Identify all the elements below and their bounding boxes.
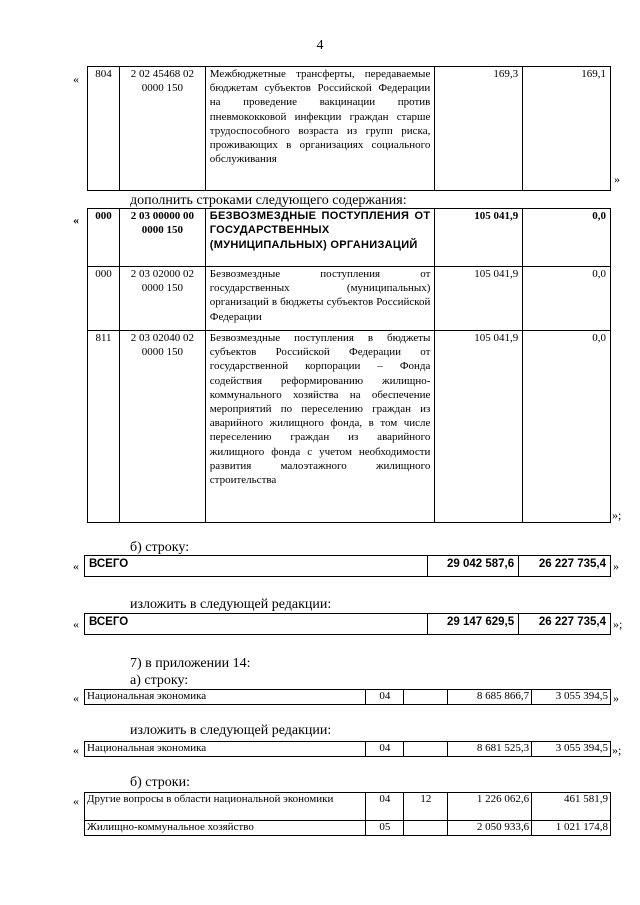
total-label: ВСЕГО: [85, 614, 428, 635]
value-1-cell: 169,3: [435, 67, 523, 191]
instruction-b-row: б) строку:: [130, 540, 190, 555]
close-quote: »;: [613, 617, 623, 631]
open-quote: «: [73, 213, 79, 227]
table-row: [85, 821, 611, 836]
admin-code-cell: 804: [88, 67, 120, 191]
row-label: Национальная экономика: [85, 690, 366, 705]
value-1-cell: 1 226 062,6: [448, 793, 532, 821]
page-number: 4: [316, 38, 324, 53]
other-rows-table: [84, 792, 611, 836]
econ-table-old: [84, 689, 611, 705]
budget-code-cell: 2 02 45468 02 0000 150: [119, 67, 205, 191]
value-2-cell: 3 055 394,5: [532, 742, 611, 757]
value-1-cell: 105 041,9: [435, 209, 523, 267]
total-value-2: 26 227 735,4: [519, 556, 611, 577]
instruction-restate-2: изложить в следующей редакции:: [130, 723, 332, 738]
subsection-code: [404, 690, 448, 705]
table-row: [88, 267, 611, 331]
value-2-cell: 461 581,9: [532, 793, 611, 821]
total-table-old: [84, 555, 611, 577]
admin-code-cell: 000: [88, 209, 120, 267]
value-2-cell: 1 021 174,8: [532, 821, 611, 836]
row-label: Другие вопросы в области национальной экономики: [85, 793, 366, 821]
budget-code-cell: 2 03 00000 00 0000 150: [119, 209, 205, 267]
total-value-2: 26 227 735,4: [519, 614, 611, 635]
open-quote: «: [73, 559, 79, 573]
open-quote: «: [73, 617, 79, 631]
item-name-cell: Межбюджетные трансферты, передаваемые бюджетам субъектов Российской Федерации на проведение вакцинации против пневмококковой инфекции граждан старше трудоспособного возраста из групп риска, проживающих в организациях социального обслуживания: [205, 67, 435, 191]
close-quote: »;: [612, 743, 622, 757]
open-quote: «: [73, 691, 79, 705]
table-row: [85, 614, 611, 635]
value-1-cell: 2 050 933,6: [448, 821, 532, 836]
instruction-restate: изложить в следующей редакции:: [130, 597, 332, 612]
table-row: [85, 793, 611, 821]
instruction-add-rows: дополнить строками следующего содержания:: [130, 193, 407, 208]
subsection-code: 12: [404, 793, 448, 821]
section-code: 05: [366, 821, 404, 836]
table-row: [85, 742, 611, 757]
value-2-cell: 0,0: [523, 267, 611, 331]
value-1-cell: 8 685 866,7: [448, 690, 532, 705]
section-code: 04: [366, 742, 404, 757]
value-1-cell: 105 041,9: [435, 331, 523, 523]
subsection-code: [404, 821, 448, 836]
value-2-cell: 0,0: [523, 209, 611, 267]
table-row: [85, 556, 611, 577]
total-value-1: 29 147 629,5: [428, 614, 519, 635]
open-quote: «: [73, 743, 79, 757]
table-b: [87, 208, 611, 523]
section-code: 04: [366, 793, 404, 821]
table-row: [88, 331, 611, 523]
section-code: 04: [366, 690, 404, 705]
econ-table-new: [84, 741, 611, 757]
value-2-cell: 0,0: [523, 331, 611, 523]
total-table-new: [84, 613, 611, 635]
row-label: Жилищно-коммунальное хозяйство: [85, 821, 366, 836]
table-row: [88, 209, 611, 267]
close-quote: »: [613, 691, 619, 705]
admin-code-cell: 811: [88, 331, 120, 523]
total-label: ВСЕГО: [85, 556, 428, 577]
open-quote: «: [73, 794, 79, 808]
table-row: [88, 67, 611, 191]
instruction-a-row: а) строку:: [130, 673, 189, 688]
instruction-appendix: 7) в приложении 14:: [130, 656, 251, 671]
total-value-1: 29 042 587,6: [428, 556, 519, 577]
item-name-cell: БЕЗВОЗМЕЗДНЫЕ ПОСТУПЛЕНИЯ ОТ ГОСУДАРСТВЕННЫХ (МУНИЦИПАЛЬНЫХ) ОРГАНИЗАЦИЙ: [205, 209, 435, 267]
row-label: Национальная экономика: [85, 742, 366, 757]
subsection-code: [404, 742, 448, 757]
budget-code-cell: 2 03 02040 02 0000 150: [119, 331, 205, 523]
item-name-cell: Безвозмездные поступления от государственных (муниципальных) организаций в бюджеты субъектов Российской Федерации: [205, 267, 435, 331]
open-quote: «: [73, 72, 79, 86]
close-quote: »: [613, 559, 619, 573]
instruction-b-rows: б) строки:: [130, 775, 190, 790]
close-quote: »;: [612, 508, 622, 522]
value-2-cell: 169,1: [523, 67, 611, 191]
close-quote: »: [614, 172, 620, 186]
value-2-cell: 3 055 394,5: [532, 690, 611, 705]
value-1-cell: 105 041,9: [435, 267, 523, 331]
value-1-cell: 8 681 525,3: [448, 742, 532, 757]
admin-code-cell: 000: [88, 267, 120, 331]
item-name-cell: Безвозмездные поступления в бюджеты субъектов Российской Федерации от государственной корпорации – Фонда содействия реформированию жилищно-коммунального хозяйства на обеспечение мероприятий по переселению граждан из аварийного жилищного фонда, в том числе переселению граждан из аварийного жилищного фонда с учетом необходимости развития малоэтажного жилищного строительства: [205, 331, 435, 523]
table-a: [87, 66, 611, 191]
table-row: [85, 690, 611, 705]
budget-code-cell: 2 03 02000 02 0000 150: [119, 267, 205, 331]
